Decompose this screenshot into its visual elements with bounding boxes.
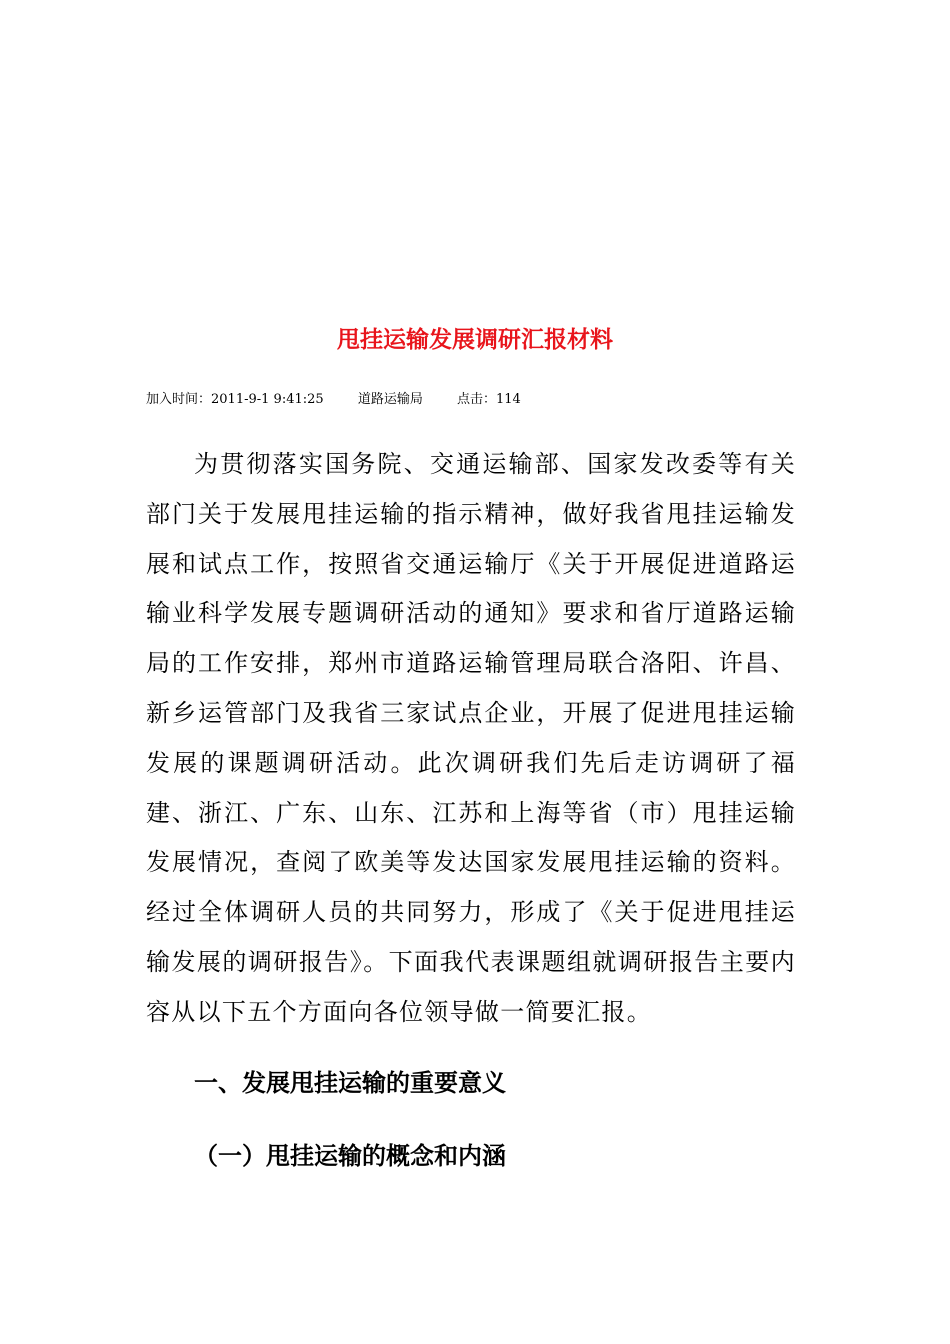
added-time: 加入时间：2011-9-1 9:41:25 — [146, 392, 324, 407]
body-paragraph: 为贯彻落实国务院、交通运输部、国家发改委等有关部门关于发展甩挂运输的指示精神，做好我省甩挂运输发展和试点工作，按照省交通运输厅《关于开展促进道路运输业科学发展专题调研活动的通知》要求和省厅道路运输局的工作安排，郑州市道路运输管理局联合洛阳、许昌、新乡运管部门及我省三家试点企业，开展了促进甩挂运输发展的课题调研活动。此次调研我们先后走访调研了福建、浙江、广东、山东、江苏和上海等省（市）甩挂运输发展情况，查阅了欧美等发达国家发展甩挂运输的资料。经过全体调研人员的共同努力，形成了《关于促进甩挂运输发展的调研报告》。下面我代表课题组就调研报告主要内容从以下五个方面向各位领导做一简要汇报。 — [146, 450, 796, 1026]
department: 道路运输局 — [357, 392, 423, 407]
click-count: 点击：114 — [456, 392, 521, 407]
section-heading: 一、发展甩挂运输的重要意义 — [194, 1069, 506, 1097]
document-meta — [146, 389, 521, 411]
document-title: 甩挂运输发展调研汇报材料 — [337, 327, 613, 353]
subsection-heading: （一）甩挂运输的概念和内涵 — [194, 1142, 506, 1170]
